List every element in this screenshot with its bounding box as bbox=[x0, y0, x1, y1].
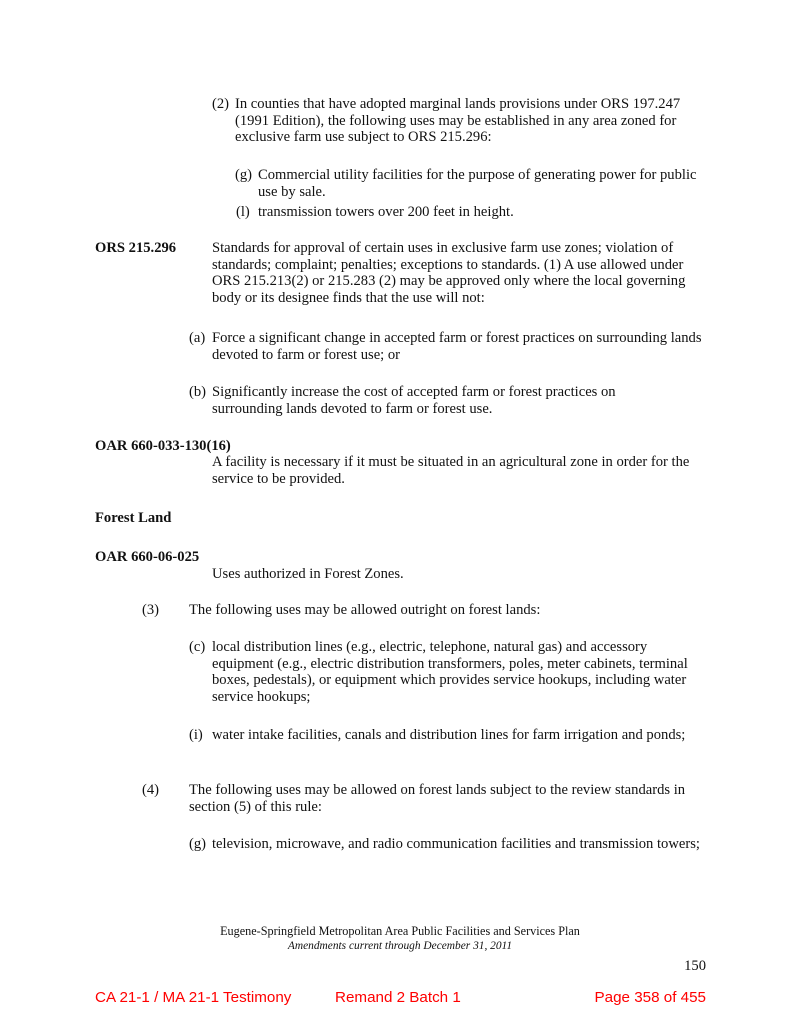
item-b-text: Significantly increase the cost of accepted farm or forest practices on surrounding lands devoted to farm or forest use. bbox=[212, 384, 616, 417]
item-g2-text: television, microwave, and radio communication facilities and transmission towers; bbox=[212, 836, 700, 852]
item-a-label: (a) bbox=[189, 330, 206, 346]
item-a-text: Force a significant change in accepted farm or forest practices on surrounding lands devoted to farm or forest use; or bbox=[212, 330, 702, 363]
item-c-label: (c) bbox=[189, 639, 206, 655]
item-2-number: (2) bbox=[212, 96, 230, 112]
ors-215-296-heading: ORS 215.296 bbox=[95, 240, 177, 256]
item-g-text: Commercial utility facilities for the purpose of generating power for public use by sale. bbox=[258, 167, 697, 200]
item-c-text: local distribution lines (e.g., electric, telephone, natural gas) and accessory equipment (e.g., electric distribution transformers, poles, meter cabinets, terminal boxes, pedestals), or equipment which provides service hookups, including water service hookups; bbox=[212, 639, 688, 705]
stamp-left: CA 21-1 / MA 21-1 Testimony bbox=[95, 989, 292, 1006]
oar-660-033-heading: OAR 660-033-130(16) bbox=[95, 438, 231, 454]
item-g2-label: (g) bbox=[189, 836, 207, 852]
stamp-right: Page 358 of 455 bbox=[594, 989, 706, 1006]
section-4-number: (4) bbox=[142, 782, 160, 798]
stamp-middle: Remand 2 Batch 1 bbox=[335, 989, 461, 1006]
item-2-text: In counties that have adopted marginal lands provisions under ORS 197.247 (1991 Edition), the following uses may be established in any area zoned for exclusive farm use subject to ORS 215.296: bbox=[235, 96, 681, 146]
ors-215-296-text: Standards for approval of certain uses in exclusive farm use zones; violation of standards; complaint; penalties; exceptions to standards. (1) A use allowed under ORS 215.213(2) or 215.283 (2) may be approved only where the local governing body or its designee finds that the use will not: bbox=[212, 240, 686, 306]
oar-660-06-heading: OAR 660-06-025 bbox=[95, 549, 200, 565]
item-b-label: (b) bbox=[189, 384, 207, 400]
item-i-text: water intake facilities, canals and distribution lines for farm irrigation and ponds; bbox=[212, 727, 686, 743]
forest-land-heading: Forest Land bbox=[95, 510, 172, 526]
item-g-label: (g) bbox=[235, 167, 253, 183]
oar-660-06-text: Uses authorized in Forest Zones. bbox=[212, 566, 404, 582]
item-l-label: (l) bbox=[236, 204, 250, 220]
section-3-text: The following uses may be allowed outright on forest lands: bbox=[189, 602, 541, 618]
footer-subtitle: Amendments current through December 31, 2011 bbox=[287, 940, 513, 952]
oar-660-033-text: A facility is necessary if it must be situated in an agricultural zone in order for the service to be provided. bbox=[212, 454, 690, 487]
page-number: 150 bbox=[684, 958, 706, 974]
section-3-number: (3) bbox=[142, 602, 160, 618]
item-l-text: transmission towers over 200 feet in height. bbox=[258, 204, 514, 220]
item-i-label: (i) bbox=[189, 727, 203, 743]
footer-title: Eugene-Springfield Metropolitan Area Public Facilities and Services Plan bbox=[220, 924, 580, 938]
section-4-text: The following uses may be allowed on forest lands subject to the review standards in section (5) of this rule: bbox=[189, 782, 686, 815]
